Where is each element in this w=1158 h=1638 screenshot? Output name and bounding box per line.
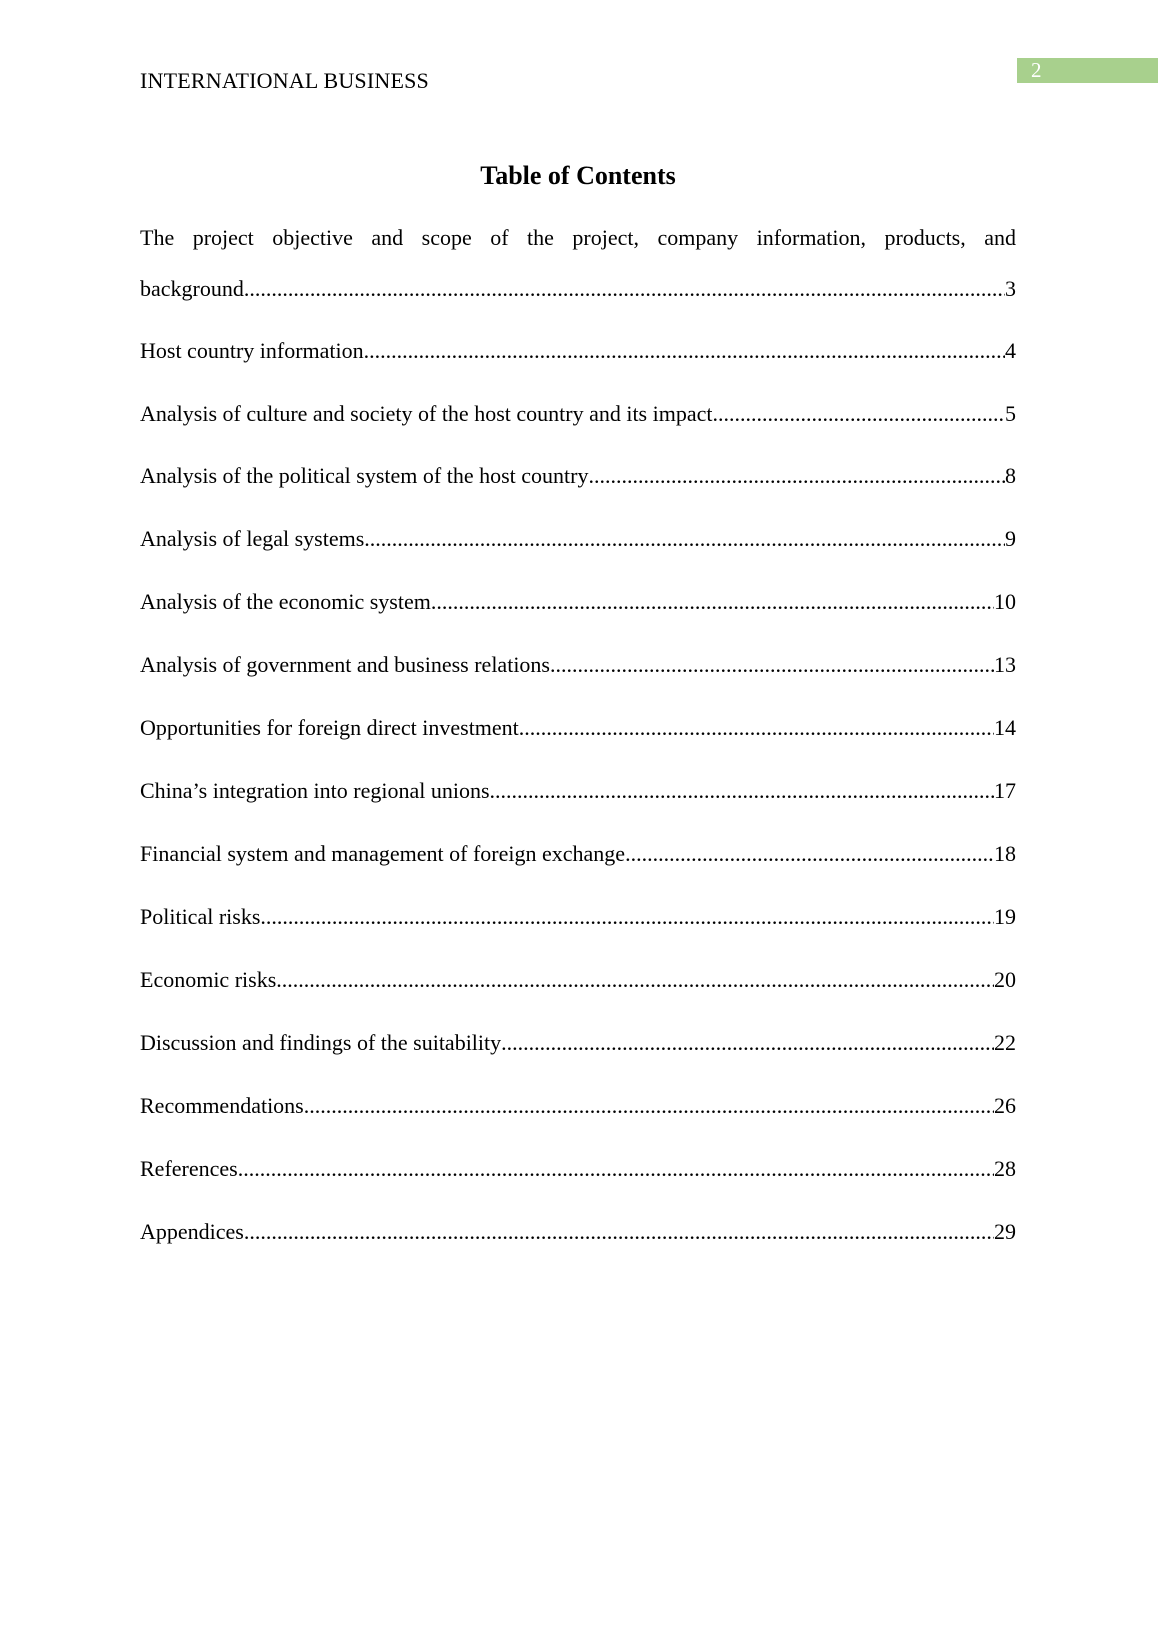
dot-leader [490,777,994,805]
toc-entry-label: Economic risks [140,967,277,992]
dot-leader [238,1155,994,1183]
dot-leader [304,1092,994,1120]
toc-entry[interactable] [140,966,1016,994]
toc-entry-page: 9 [1005,526,1016,551]
dot-leader [364,525,1005,553]
toc-entry[interactable] [140,1155,1016,1183]
toc-entry[interactable] [140,1092,1016,1120]
toc-entry[interactable] [140,337,1016,365]
toc-entry-page: 8 [1005,463,1016,488]
toc-entry-page: 3 [1005,276,1016,301]
dot-leader [550,651,994,679]
dot-leader [260,903,994,931]
toc-entry-label: Analysis of government and business relations [140,652,550,677]
toc-entry-page: 14 [994,715,1016,740]
toc-entry[interactable] [140,400,1016,428]
toc-entry[interactable] [140,462,1016,490]
toc-entry-label: Analysis of the economic system [140,589,431,614]
toc-entry-label: Appendices [140,1219,244,1244]
toc-entry-page: 22 [994,1030,1016,1055]
toc-entry-label: Discussion and findings of the suitability [140,1030,502,1055]
toc-entry[interactable] [140,651,1016,679]
toc-title: Table of Contents [480,161,676,190]
running-head: INTERNATIONAL BUSINESS [140,68,429,93]
toc-entry-page: 5 [1005,401,1016,426]
dot-leader [501,1029,994,1057]
toc-entry[interactable] [140,588,1016,616]
toc-entry-label: Financial system and management of foreign exchange [140,841,626,866]
toc-entry-label: background [140,276,244,301]
dot-leader [364,337,1005,365]
toc-entry-label: The project objective and scope of the project, company information, products, and [140,225,1016,250]
toc-entry-page: 28 [994,1156,1016,1181]
toc-entry-label: China’s integration into regional unions [140,778,490,803]
toc-entry-label: Analysis of legal systems [140,526,365,551]
dot-leader [625,840,994,868]
toc-entry-page: 13 [994,652,1016,677]
toc-entry-label: Political risks [140,904,261,929]
toc-entry[interactable] [140,525,1016,553]
page-number-badge [1017,58,1158,83]
toc-entry[interactable] [140,1029,1016,1057]
toc-entry-label: Opportunities for foreign direct investment [140,715,519,740]
dot-leader [276,966,994,994]
toc-entry-label: Analysis of culture and society of the host country and its impact [140,401,713,426]
toc-entry-page: 18 [994,841,1016,866]
toc-entry[interactable] [140,840,1016,868]
toc-entry-page: 4 [1005,338,1016,363]
toc-entry-label: Analysis of the political system of the host country [140,463,589,488]
dot-leader [244,275,1005,303]
toc-entry-page: 10 [994,589,1016,614]
toc-entry-project-objective-continued[interactable] [140,275,1016,303]
toc-entry-project-objective[interactable] [140,224,1016,252]
dot-leader [712,400,1005,428]
toc-entry-label: Host country information [140,338,364,363]
toc-entry[interactable] [140,1218,1016,1246]
toc-entry[interactable] [140,777,1016,805]
toc-entry[interactable] [140,714,1016,742]
dot-leader [244,1218,994,1246]
toc-entry-page: 17 [994,778,1016,803]
dot-leader [589,462,1006,490]
toc-entry-page: 26 [994,1093,1016,1118]
toc-entry-page: 19 [994,904,1016,929]
toc-entry-label: References [140,1156,238,1181]
dot-leader [519,714,994,742]
toc-entry-page: 20 [994,967,1016,992]
toc-entry-label: Recommendations [140,1093,304,1118]
dot-leader [431,588,994,616]
page-number: 2 [1031,58,1042,82]
toc-entry-page: 29 [994,1219,1016,1244]
toc-entry[interactable] [140,903,1016,931]
